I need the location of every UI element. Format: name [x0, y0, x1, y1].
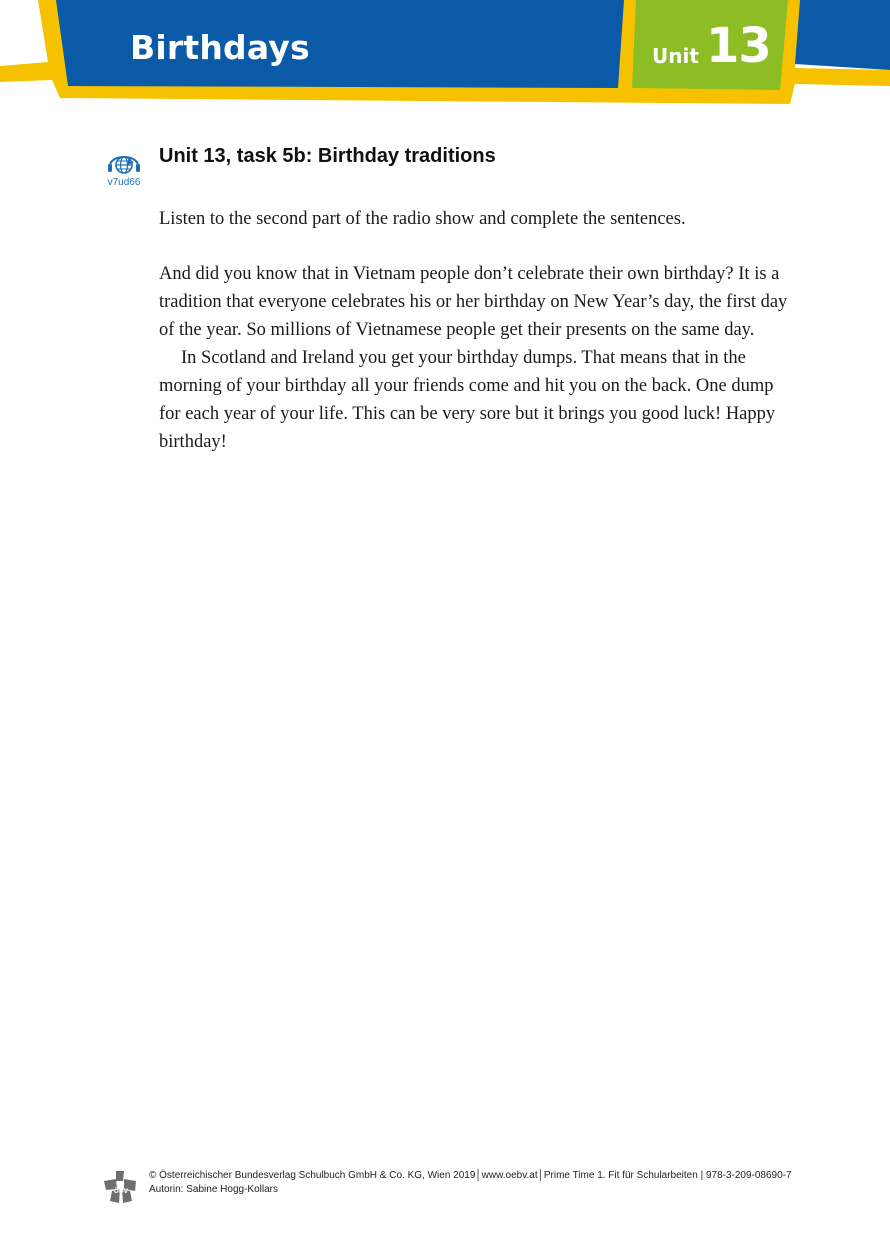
audio-code[interactable]: v7ud66	[107, 177, 141, 188]
listening-text	[159, 260, 791, 456]
headphones-globe-icon[interactable]	[106, 148, 142, 176]
header-blue-strip-right	[795, 0, 890, 70]
svg-text:öbv: öbv	[113, 1186, 129, 1195]
footer-copyright: © Österreichischer Bundesverlag Schulbuch GmbH & Co. KG, Wien 2019│www.oebv.at│Prime Time 1. Fit für Schularbeiten | 978-3-209-08690-7	[149, 1170, 792, 1181]
task-instruction: Listen to the second part of the radio show and complete the sentences.	[159, 209, 686, 229]
unit-label: Unit	[652, 44, 699, 68]
paragraph-vietnam: And did you know that in Vietnam people don’t celebrate their own birthday? It is a tradition that everyone celebrates his or her birthday on New Year’s day, the first day of the year. So millions of Vietnamese people get their presents on the same day.	[159, 264, 788, 340]
oebv-logo	[104, 1169, 138, 1205]
paragraph-scotland-ireland: In Scotland and Ireland you get your birthday dumps. That means that in the morning of your birthday all your friends come and hit you on the back. One dump for each year of your life. This can be very sore but it brings you good luck! Happy birthday!	[159, 348, 776, 452]
unit-number: 13	[706, 18, 771, 74]
footer-author: Autorin: Sabine Hogg-Kollars	[149, 1184, 278, 1195]
task-title: Unit 13, task 5b: Birthday traditions	[159, 145, 496, 167]
page-title: Birthdays	[130, 28, 310, 67]
